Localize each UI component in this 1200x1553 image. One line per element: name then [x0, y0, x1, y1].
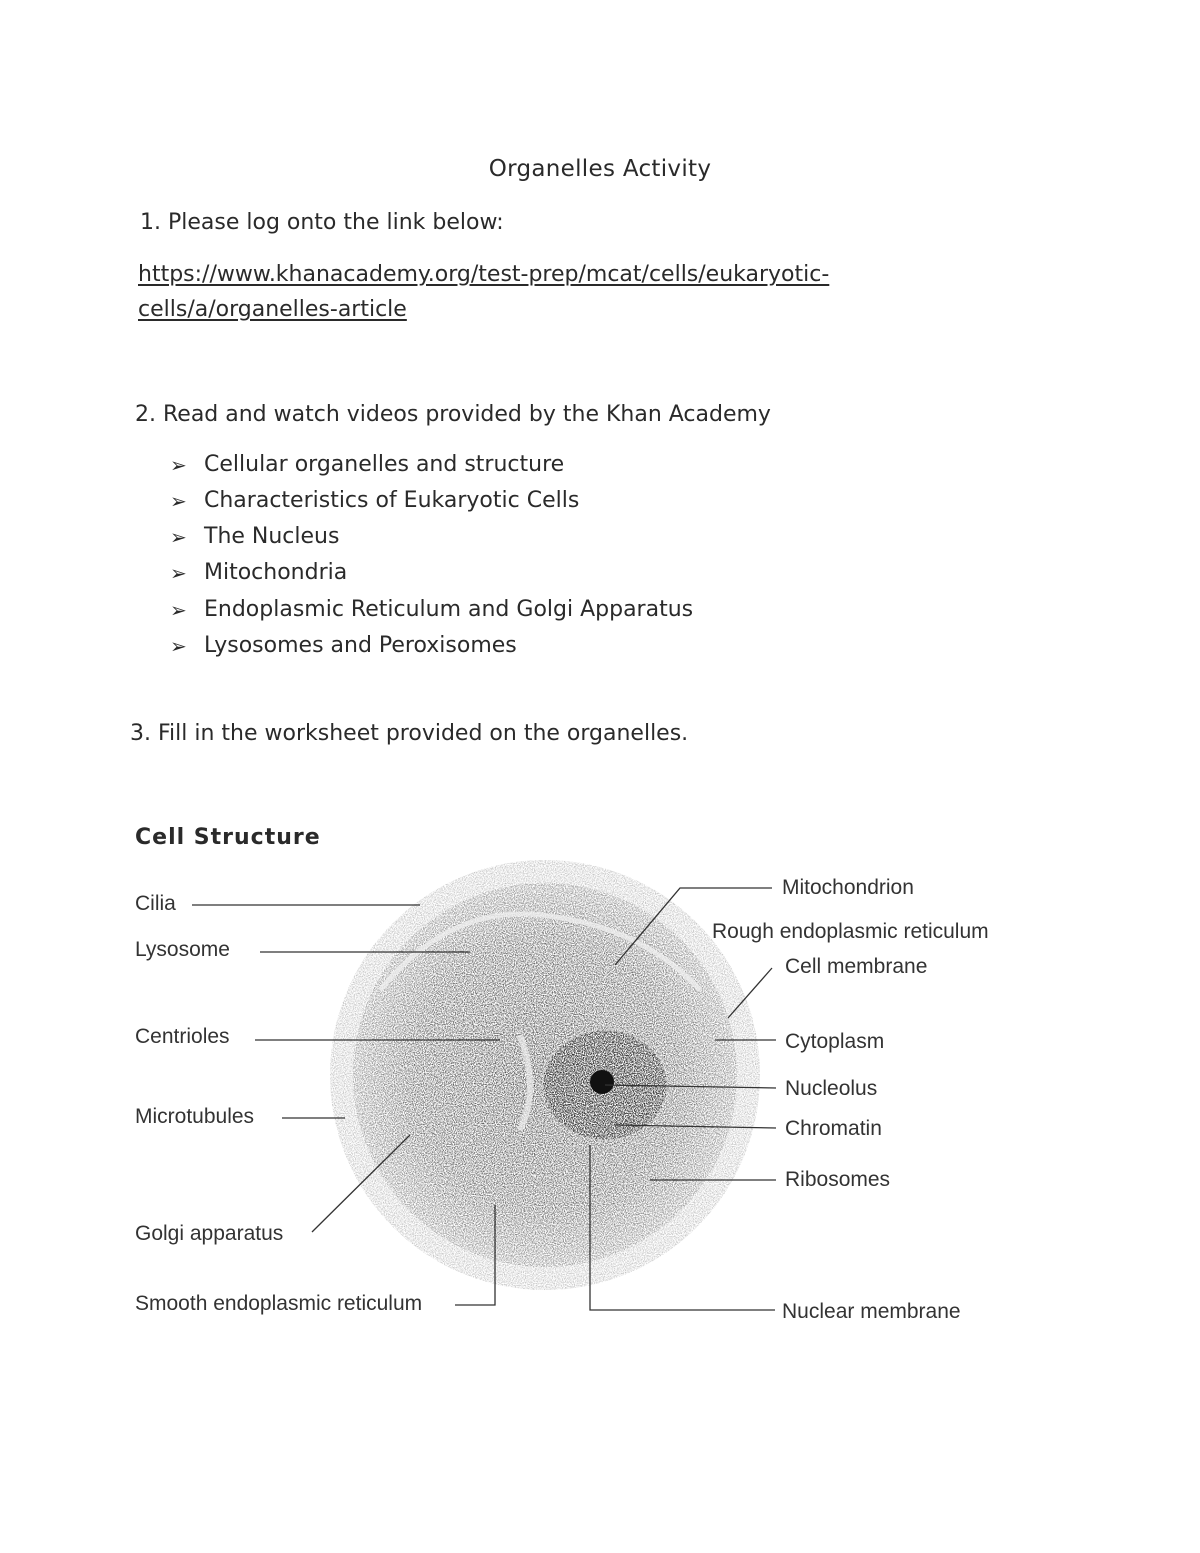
label-ribosomes: Ribosomes	[785, 1168, 891, 1191]
step-3-text: 3. Fill in the worksheet provided on the organelles.	[130, 721, 689, 746]
label-golgi-apparatus: Golgi apparatus	[135, 1222, 284, 1245]
figure-heading: Cell Structure	[135, 825, 321, 850]
label-mitochondrion: Mitochondrion	[782, 876, 914, 899]
list-item: ➢ Characteristics of Eukaryotic Cells	[170, 488, 580, 513]
list-item: ➢ The Nucleus	[170, 524, 340, 549]
list-item: ➢ Endoplasmic Reticulum and Golgi Apparatus	[170, 597, 694, 622]
label-smooth-er: Smooth endoplasmic reticulum	[135, 1292, 423, 1315]
khan-academy-link-line-1[interactable]: https://www.khanacademy.org/test-prep/mcat/cells/eukaryotic-	[138, 262, 830, 287]
step-1-text: 1. Please log onto the link below:	[140, 210, 504, 235]
label-cilia: Cilia	[135, 892, 176, 915]
arrowhead-bullet-icon: ➢	[170, 488, 187, 513]
list-item: ➢ Lysosomes and Peroxisomes	[170, 633, 517, 658]
arrowhead-bullet-icon: ➢	[170, 560, 187, 585]
label-cytoplasm: Cytoplasm	[785, 1030, 885, 1053]
label-nuclear-membrane: Nuclear membrane	[782, 1300, 961, 1323]
step-2-text: 2. Read and watch videos provided by the Khan Academy	[135, 402, 771, 427]
label-centrioles: Centrioles	[135, 1025, 230, 1048]
arrowhead-bullet-icon: ➢	[170, 597, 187, 622]
khan-academy-link-line-2[interactable]: cells/a/organelles-article	[138, 297, 407, 322]
page-title: Organelles Activity	[488, 156, 712, 182]
label-lysosome: Lysosome	[135, 938, 230, 961]
label-chromatin: Chromatin	[785, 1117, 882, 1140]
label-cell-membrane: Cell membrane	[785, 955, 928, 978]
arrowhead-bullet-icon: ➢	[170, 633, 187, 658]
label-nucleolus: Nucleolus	[785, 1077, 878, 1100]
label-rough-er: Rough endoplasmic reticulum	[712, 920, 989, 943]
list-item: ➢ Cellular organelles and structure	[170, 452, 565, 477]
label-microtubules: Microtubules	[135, 1105, 255, 1128]
list-item: ➢ Mitochondria	[170, 560, 348, 585]
arrowhead-bullet-icon: ➢	[170, 524, 187, 549]
arrowhead-bullet-icon: ➢	[170, 452, 187, 477]
